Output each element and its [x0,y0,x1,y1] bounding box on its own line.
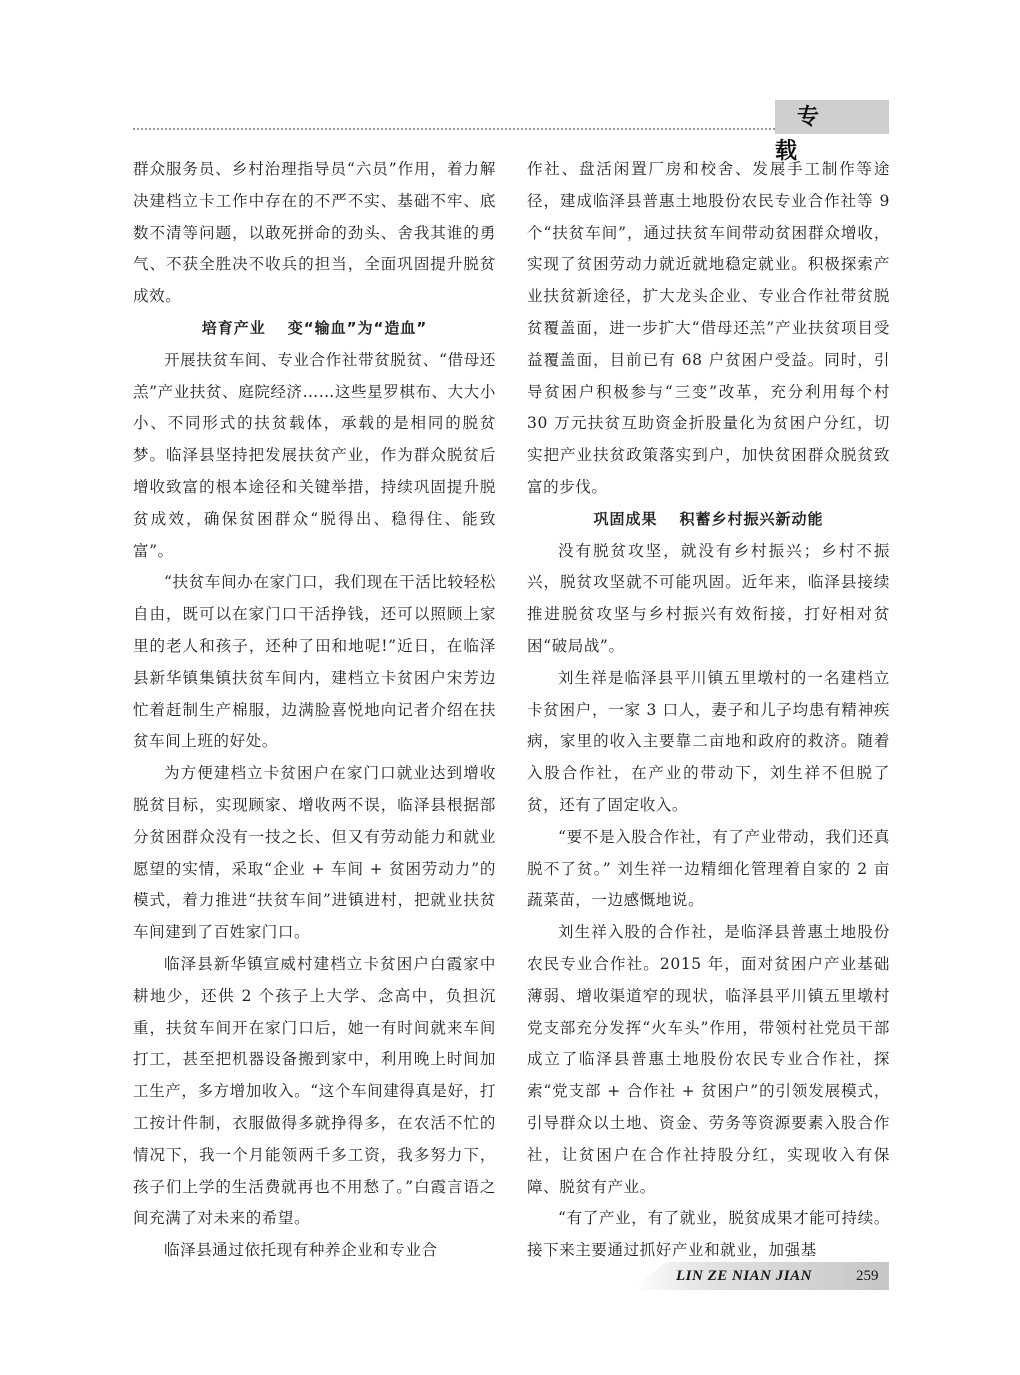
page-number: 259 [856,1268,879,1284]
right-heading-part-a: 巩固成果 [593,509,658,528]
paragraph: 作社、盘活闲置厂房和校舍、发展手工制作等途径，建成临泽县普惠土地股份农民专业合作社等 9 个“扶贫车间”，通过扶贫车间带动贫困群众增收，实现了贫困劳动力就近就地稳定就业。积极探索产业扶贫新途径，扩大龙头企业、专业合作社带贫脱贫覆盖面，进一步扩大“借母还羔”产业扶贫项目受益覆盖面，目前已有 68 户贫困户受益。同时，引导贫困户积极参与“三变”改革，充分利用每个村 30 万元扶贫互助资金折股量化为贫困户分红，切实把产业扶贫政策落实到户，加快贫困群众脱贫致富的步伐。 [527,160,890,496]
left-paragraphs-bottom [133,345,496,1267]
left-section-heading [133,313,496,345]
paragraph: 开展扶贫车间、专业合作社带贫脱贫、“借母还羔”产业扶贫、庭院经济……这些星罗棋布、大大小小、不同形式的扶贫载体，承载的是相同的脱贫梦。临泽县坚持把发展扶贫产业，作为群众脱贫后增收致富的根本途径和关键举措，持续巩固提升脱贫成效，确保贫困群众“脱得出、稳得住、能致富”。 [133,350,496,560]
right-paragraphs-top [527,154,890,504]
paragraph: 临泽县通过依托现有种养企业和专业合 [164,1241,438,1260]
paragraph: “要不是入股合作社，有了产业带动，我们还真脱不了贫。” 刘生祥一边精细化管理着自家的 2 亩蔬菜苗，一边感慨地说。 [527,827,890,910]
left-heading-part-b: 变“输血”为“造血” [287,318,428,337]
paragraph: 刘生祥是临泽县平川镇五里墩村的一名建档立卡贫困户，一家 3 口人，妻子和儿子均患有精神疾病，家里的收入主要靠二亩地和政府的救济。随着入股合作社，在产业的带动下，刘生祥不但脱了贫，还有了固定收入。 [527,668,890,814]
paragraph: 没有脱贫攻坚，就没有乡村振兴；乡村不振兴，脱贫攻坚就不可能巩固。近年来，临泽县接续推进脱贫攻坚与乡村振兴有效衔接，打好相对贫困“破局战”。 [527,541,890,655]
header-dotted-rule [133,128,775,130]
paragraph: “扶贫车间办在家门口，我们现在干活比较轻松自由，既可以在家门口干活挣钱，还可以照顾上家里的老人和孩子，还种了田和地呢!”近日，在临泽县新华镇集镇扶贫车间内，建档立卡贫困户宋芳边忙着赶制生产棉服，边满脸喜悦地向记者介绍在扶贫车间上班的好处。 [133,573,496,751]
left-paragraphs-top [133,154,496,313]
paragraph: 群众服务员、乡村治理指导员“六员”作用，着力解决建档立卡工作中存在的不严不实、基础不牢、底数不清等问题，以敢死拼命的劲头、舍我其谁的勇气、不获全胜决不收兵的担当，全面巩固提升脱贫成效。 [133,160,496,306]
left-heading-part-a: 培育产业 [201,318,266,337]
right-paragraphs-bottom [527,536,890,1267]
right-section-heading [527,504,890,536]
section-tab: 专载 [775,100,889,134]
paragraph: 为方便建档立卡贫困户在家门口就业达到增收脱贫目标，实现顾家、增收两不误，临泽县根据部分贫困群众没有一技之长、但又有劳动能力和就业愿望的实情，采取“企业 + 车间 + 贫困劳动力”的模式，着力推进“扶贫车间”进镇进村，把就业扶贫车间建到了百姓家门口。 [133,764,496,942]
left-column [133,154,496,1267]
paragraph: “有了产业，有了就业，脱贫成果才能可持续。接下来主要通过抓好产业和就业，加强基 [527,1209,890,1260]
paragraph: 临泽县新华镇宣威村建档立卡贫困户白霞家中耕地少，还供 2 个孩子上大学、念高中，负担沉重，扶贫车间开在家门口后，她一有时间就来车间打工，甚至把机器设备搬到家中，利用晚上时间加工生产，多方增加收入。“这个车间建得真是好，打工按计件制，衣服做得多就挣得多，在农活不忙的情况下，我一个月能领两千多工资，我多努力下，孩子们上学的生活费就再也不用愁了。”白霞言语之间充满了对未来的希望。 [133,954,496,1228]
right-column [527,154,890,1267]
paragraph: 刘生祥入股的合作社，是临泽县普惠土地股份农民专业合作社。2015 年，面对贫困户产业基础薄弱、增收渠道窄的现状，临泽县平川镇五里墩村党支部充分发挥“火车头”作用，带领村社党员干部成立了临泽县普惠土地股份农民专业合作社，探索“党支部 + 合作社 + 贫困户”的引领发展模式，引导群众以土地、资金、劳务等资源要素入股合作社，让贫困户在合作社持股分红，实现收入有保障、脱贫有产业。 [527,923,890,1196]
right-heading-part-b: 积蓄乡村振兴新动能 [679,509,824,528]
journal-title: LIN ZE NIAN JIAN [676,1268,812,1284]
